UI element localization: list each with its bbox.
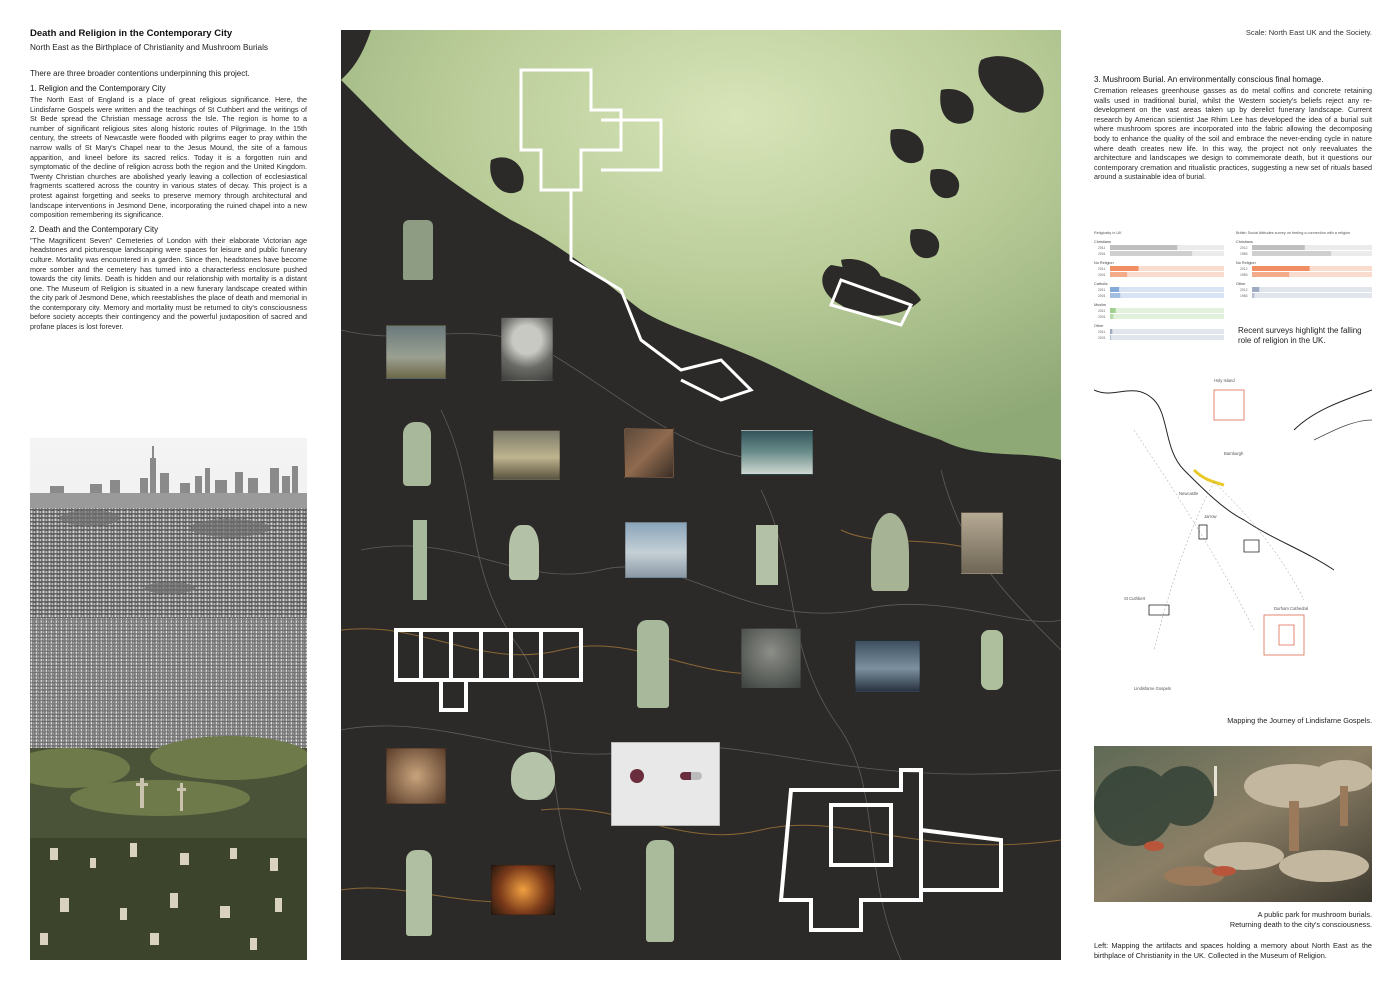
svg-text:Durham Cathedral: Durham Cathedral [1274,606,1309,611]
statue-abstract [509,525,539,580]
chart-0-category-label: Christians [1094,240,1111,244]
chart-1-series-label: 1983 [1240,252,1248,256]
section-1-heading: 1. Religion and the Contemporary City [30,84,166,93]
chart-1-bar [1252,251,1331,256]
svg-text:Bamburgh: Bamburgh [1224,451,1244,456]
chart-0-bar-track [1110,314,1224,319]
lindisfarne-journey-map [1094,370,1372,710]
section-2-body: "The Magnificent Seven" Cemeteries of London with their elaborate Victorian age headstones and picturesque landscaping were spaces for leisure and public funerary culture. Mortality was encountered in a garden. Since then, headstones have become more somber and the cemetery has turned into a characterless enclosure pushed towards the city limits. Death is hidden and our relationship with mortality is a distant one. The Museum of Religion is situated in a new funerary landscape created within the city park of Jesmond Dene, which reestablishes the place of death and memorial in the contemporary city. Memory and mortality must be returned to city's consciousness before society accepts their contingency and the powerful juxtaposition of sacred and profane places is lost forever. [30,235,307,332]
cemetery-photo [30,438,307,960]
svg-text:Lindisfarne Gospels: Lindisfarne Gospels [1134,686,1172,691]
chart-1-bar-track [1252,287,1372,292]
card-2-pill-icon [680,772,702,780]
chart-0-series-label: 2011 [1098,288,1106,292]
chart-0-bar [1110,287,1119,292]
mushroom-park-render [1094,746,1372,902]
chart-0-series-label: 2011 [1098,246,1106,250]
scale-note: Scale: North East UK and the Society. [1245,28,1372,37]
section-3-body: Cremation releases greenhouse gasses as do metal coffins and concrete retaining walls used in traditional burial, whilst the Western society's beliefs reject any re-development on the vast areas taken up by derelict funerary landscape. Current research by American scientist Jae Rhim Lee has developed the idea of a burial suit where mushroom spores are incorporated into the fabric allowing the decomposing body to enhance the quality of the soil and embrace the never-ending cycle in nature where death creates new life. In this way, the project not only reevaluates the architecture and landscapes we design to commemorate death, but it questions our contemporary cremation and ritualistic practices, suggesting a new set of rituals based around a sustainable idea of burial. [1094,86,1372,182]
chart-1-series-label: 1983 [1240,273,1248,277]
statue-hooded [871,513,909,591]
chart-0-bar [1110,251,1192,256]
chart-1-bar [1252,287,1259,292]
artifact-painting-ruin [961,512,1003,574]
chart-0-bar [1110,245,1177,250]
chart-1-bar [1252,272,1289,277]
chart-0-title: Religiosity in UK [1094,231,1122,235]
chart-0-bar-track [1110,293,1224,298]
chart-0-bar-track [1110,329,1224,334]
artifact-portrait-photo [501,317,553,381]
intro-text: There are three broader contentions underpinning this project. [30,69,250,78]
map-caption: Mapping the Journey of Lindisfarne Gospels. [1227,716,1372,725]
left-column [30,28,307,337]
chart-0-series-label: 2011 [1098,309,1106,313]
chart-1-category-label: Christians [1236,240,1253,244]
statue-skull [511,752,555,800]
statue-warrior [637,620,669,708]
park-caption-line-2: Returning death to the city's consciousness. [1229,920,1372,929]
chart-1-bar-track [1252,293,1372,298]
chart-0-series-label: 2001 [1098,315,1106,319]
statue-bishop [646,840,674,942]
chart-0-bar [1110,272,1127,277]
page-title: Death and Religion in the Contemporary City [30,28,233,39]
section-2-heading: 2. Death and the Contemporary City [30,224,159,234]
chart-1-series-label: 1983 [1240,294,1248,298]
chart-0-bar-track [1110,335,1224,340]
statue-saint [406,850,432,936]
chart-0-series-label: 2001 [1098,252,1106,256]
chart-caption: Recent surveys highlight the falling role of religion in the UK. [1238,326,1362,345]
chart-0-series-label: 2001 [1098,273,1106,277]
collection-caption: Left: Mapping the artifacts and spaces holding a memory about North East as the birthplace of Christianity in the UK. Collected in the Museum of Religion. [1094,941,1372,960]
chart-0-bar-track [1110,308,1224,313]
chart-0-bar [1110,266,1139,271]
section-1-body: The North East of England is a place of great religious significance. Here, the Lindisfarne Gospels were written and the teachings of St Cuthbert and the writings of St Bede spread the Christian message across the Isle. The region is home to a number of significant religious sites along historic routes of Pilgrimage. In the 15th century, the streets of Newcastle were flooded with pilgrims eager to pray within the narrow walls of St Mary's Chapel near to the Jesus Mound, the site of a famous apparition, and kneel before its sacred relics. Today it is a forgotten ruin and symptomatic of the decline of religion across both the region and the United Kingdom. Twenty Christian churches are abolished yearly leaving a collection of ecclesiastical fragments scattered across the country in various states of decay. This project is a protest against forgetting and seeks to preserve memory through architectural and landscape interventions in Jesmond Dene, incorporating the ruined chapel into a new composition remembering its significance. [30,95,307,220]
page-subtitle: North East as the Birthplace of Christianity and Mushroom Burials [30,43,268,52]
park-caption-line-1: A public park for mushroom burials. [1257,910,1372,919]
artifact-painting-storm [741,628,801,688]
chart-0-bar [1110,335,1111,340]
chart-0-bar [1110,314,1113,319]
svg-text:St Cuthbert: St Cuthbert [1124,596,1146,601]
chart-0-series-label: 2001 [1098,294,1106,298]
statue-cross [413,520,427,600]
chart-1-series-label: 2012 [1240,246,1248,250]
artifact-photo-horizon [855,640,920,692]
svg-text:Holy Island: Holy Island [1214,378,1235,383]
artifact-photo-island [625,522,687,578]
artifact-painting-crypt [386,748,446,804]
chart-0-category-label: No Religion [1094,261,1114,265]
chart-0-bar [1110,329,1112,334]
chart-1-category-label: Other [1236,282,1246,286]
chart-0-series-label: 2011 [1098,267,1106,271]
chart-0-bar-track [1110,287,1224,292]
artifact-landscape-photo [386,325,446,379]
statue-relic-1 [403,220,433,280]
chart-1-bar [1252,266,1310,271]
chart-0-series-label: 2001 [1098,336,1106,340]
statue-robed-figure [403,422,431,486]
artifact-painting-sea [741,430,813,475]
statue-hand [981,630,1003,690]
right-column [1094,28,1372,187]
chart-0-category-label: Muslim [1094,303,1107,307]
section-3-heading: 3. Mushroom Burial. An environmentally conscious final homage. [1094,75,1324,84]
artifact-painting-coast [493,430,560,480]
artifact-painting-fire [491,865,555,915]
card-1-dot-icon [630,769,644,783]
artifact-cards [611,742,720,826]
chart-1-title: British Social Attitudes survey on feeling a connection with a religion [1236,231,1351,235]
chart-1-category-label: No Religion [1236,261,1256,265]
chart-0-series-label: 2011 [1098,330,1106,334]
chart-1-bar [1252,293,1254,298]
svg-text:Newcastle: Newcastle [1179,491,1199,496]
svg-text:Jarrow: Jarrow [1204,514,1217,519]
chart-0-category-label: Other [1094,324,1104,328]
statue-fragment [756,525,778,585]
artifact-collage-board [341,30,1061,960]
artifact-painting-interior [624,428,674,478]
chart-1-series-label: 2012 [1240,288,1248,292]
chart-1-series-label: 2012 [1240,267,1248,271]
chart-0-bar [1110,293,1120,298]
chart-0-bar [1110,308,1116,313]
chart-1-bar [1252,245,1305,250]
chart-0-category-label: Catholic [1094,282,1108,286]
